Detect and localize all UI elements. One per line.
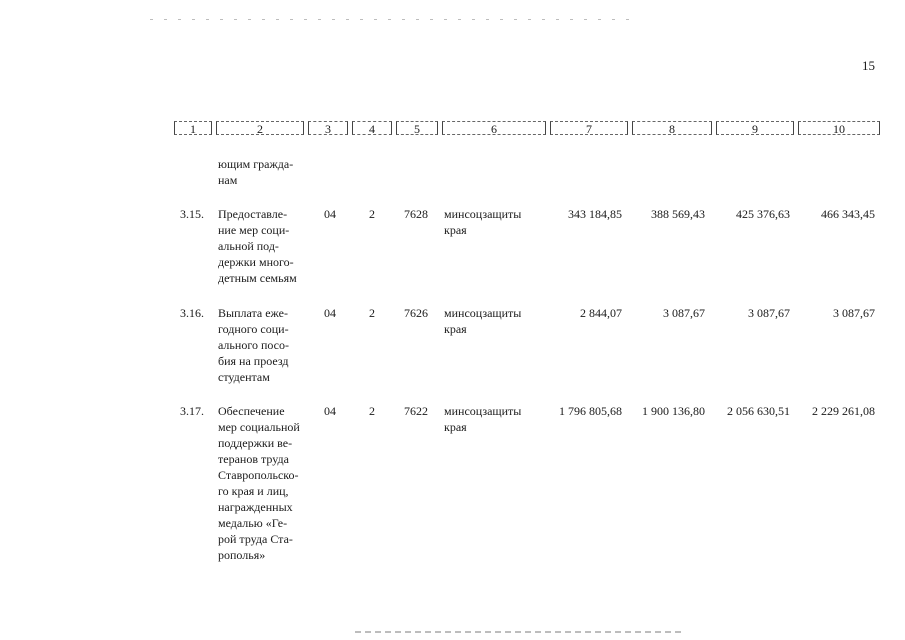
- scan-artifact-top: [150, 19, 640, 20]
- row-col-4: 2: [369, 306, 375, 320]
- column-number-4: 4: [352, 121, 392, 135]
- row-name: Предоставле- ние мер соци- альной под- держки много- детным семьям: [218, 207, 297, 285]
- row-col-5: 7622: [404, 404, 428, 418]
- row-col-7: 1 796 805,68: [559, 404, 622, 418]
- row-col-6: минсоцзащиты края: [444, 404, 522, 434]
- row-col-8: 3 087,67: [663, 306, 705, 320]
- row-col-10: 3 087,67: [833, 306, 875, 320]
- column-number-header: [174, 121, 880, 137]
- row-col-8: 1 900 136,80: [642, 404, 705, 418]
- row-number: 3.17.: [180, 404, 204, 418]
- row-col-5: 7628: [404, 207, 428, 221]
- row-name: Выплата еже- годного соци- ального посо- бия на проезд студентам: [218, 306, 289, 384]
- row-col-6: минсоцзащиты края: [444, 306, 522, 336]
- column-number-2: 2: [216, 121, 304, 135]
- column-number-9: 9: [716, 121, 794, 135]
- column-number-7: 7: [550, 121, 628, 135]
- row-col-10: 466 343,45: [821, 207, 875, 221]
- row-col-10: 2 229 261,08: [812, 404, 875, 418]
- column-number-1: 1: [174, 121, 212, 135]
- row-col-7: 343 184,85: [568, 207, 622, 221]
- row-col-9: 425 376,63: [736, 207, 790, 221]
- page-number: 15: [862, 58, 875, 73]
- row-col-4: 2: [369, 404, 375, 418]
- column-number-10: 10: [798, 121, 880, 135]
- row-number: 3.16.: [180, 306, 204, 320]
- column-number-6: 6: [442, 121, 546, 135]
- row-col-7: 2 844,07: [580, 306, 622, 320]
- row-number: 3.15.: [180, 207, 204, 221]
- continuation-text: ющим гражда- нам: [218, 157, 294, 187]
- row-col-3: 04: [324, 207, 336, 221]
- scan-artifact-bottom: [355, 631, 685, 633]
- row-col-9: 3 087,67: [748, 306, 790, 320]
- row-col-4: 2: [369, 207, 375, 221]
- column-number-8: 8: [632, 121, 712, 135]
- row-col-6: минсоцзащиты края: [444, 207, 522, 237]
- row-col-5: 7626: [404, 306, 428, 320]
- row-name: Обеспечение мер социальной поддержки ве- теранов труда Ставропольско- го края и лиц, награжденных медалью «Ге- рой труда Ста- рополья»: [218, 404, 300, 562]
- row-col-3: 04: [324, 306, 336, 320]
- row-col-3: 04: [324, 404, 336, 418]
- column-number-5: 5: [396, 121, 438, 135]
- column-number-3: 3: [308, 121, 348, 135]
- row-col-8: 388 569,43: [651, 207, 705, 221]
- row-col-9: 2 056 630,51: [727, 404, 790, 418]
